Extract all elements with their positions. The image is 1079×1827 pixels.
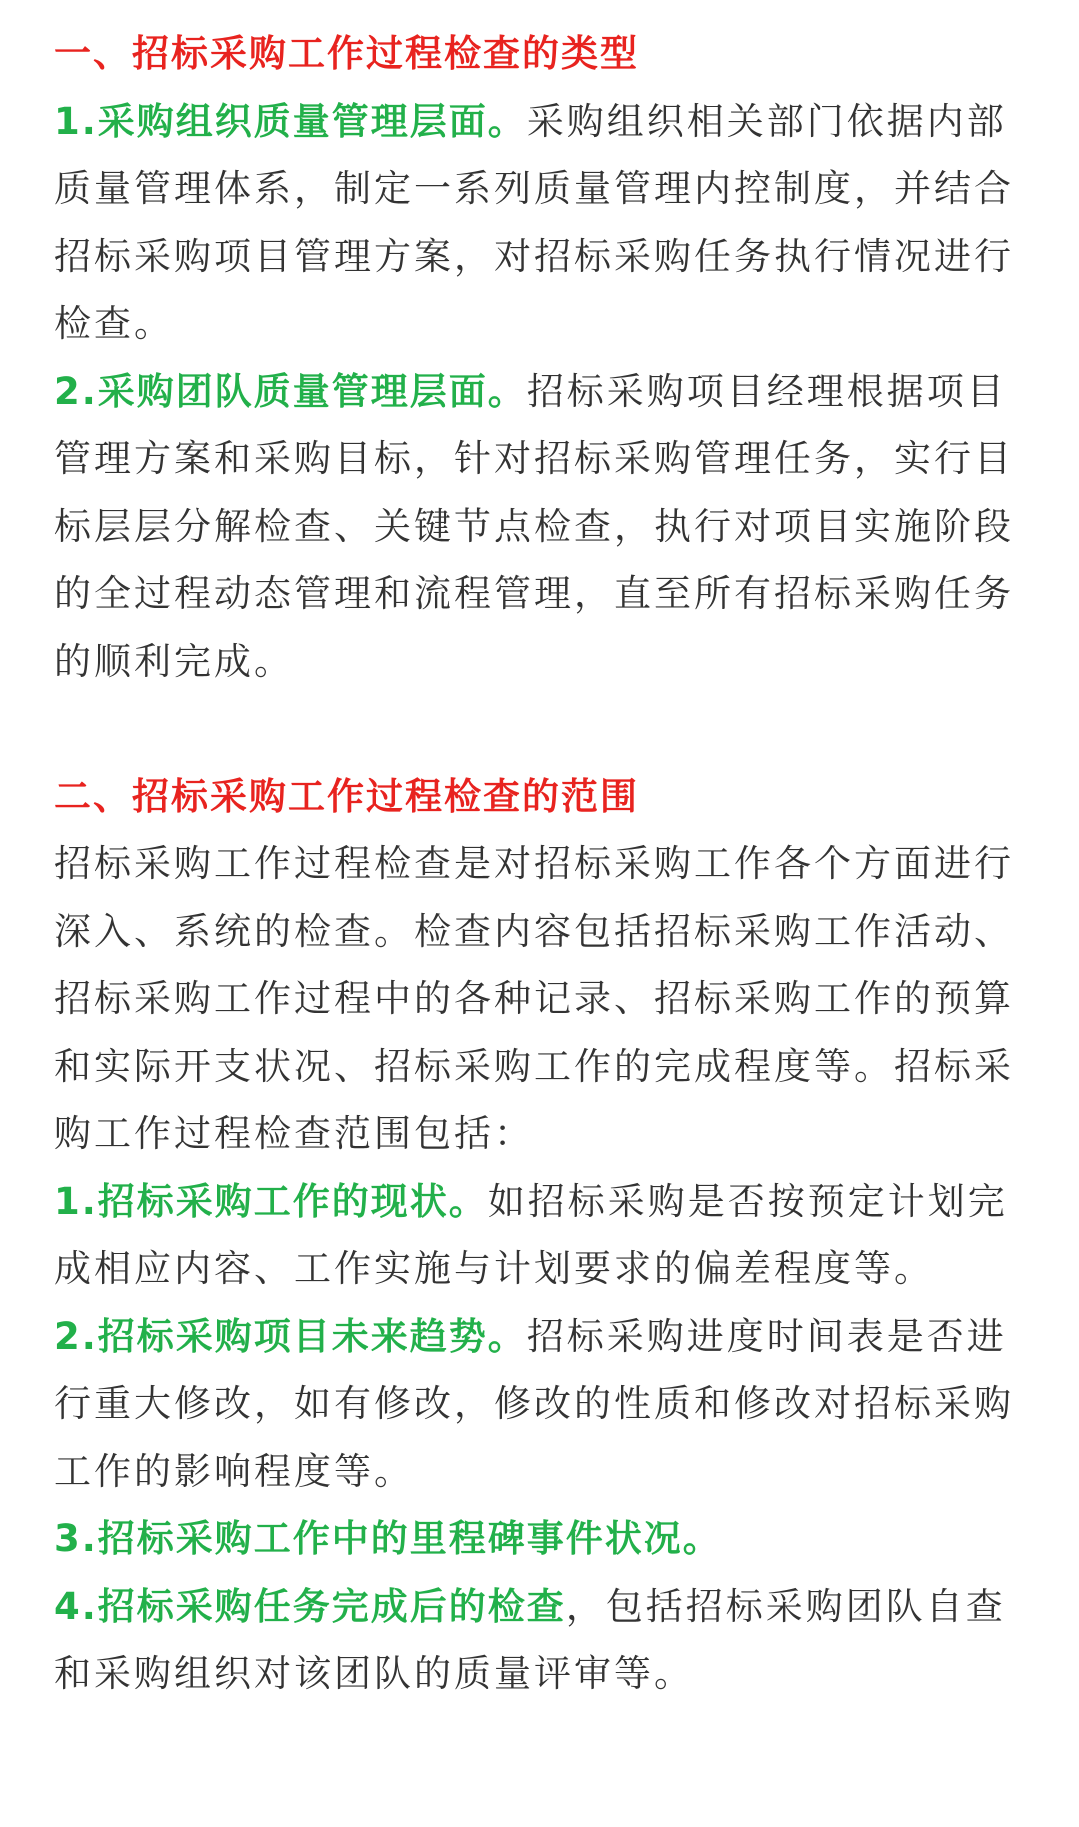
section2-item2-line1 [54,1303,1024,1371]
section2-heading: 二、招标采购工作过程检查的范围 [54,774,639,818]
section2-item4-line1 [54,1573,1024,1641]
section2-item1-lead: 1.招标采购工作的现状。 [54,1179,488,1223]
section1-item2-line3: 标层层分解检查、关键节点检查，执行对项目实施阶段 [54,504,1014,548]
section2-item2-text: 招标采购进度时间表是否进 [526,1314,1007,1358]
section1-item1-line2: 质量管理体系，制定一系列质量管理内控制度，并结合 [54,167,1014,210]
section1-item1-line3: 招标采购项目管理方案，对招标采购任务执行情况进行 [54,234,1014,278]
section1-item1-lead: 1.采购组织质量管理层面。 [54,99,527,143]
section2-item4-line2: 和采购组织对该团队的质量评审等。 [54,1652,694,1695]
section2-item1-line1 [54,1168,1024,1236]
section2-item1-line2: 成相应内容、工作实施与计划要求的偏差程度等。 [54,1247,934,1290]
section1-item2-lead: 2.采购团队质量管理层面。 [54,369,527,413]
section2-item1-text: 如招标采购是否按预定计划完 [487,1179,1008,1223]
section2-item4-text: ，包括招标采购团队自查 [565,1584,1006,1628]
section2-intro-line3: 招标采购工作过程中的各种记录、招标采购工作的预算 [54,977,1014,1020]
section2-intro-line4: 和实际开支状况、招标采购工作的完成程度等。招标采 [54,1044,1014,1088]
section2-item3-lead: 3.招标采购工作中的里程碑事件状况。 [54,1517,722,1560]
section1-item2-line5: 的顺利完成。 [54,639,294,683]
section2-intro-line5: 购工作过程检查范围包括： [54,1112,534,1155]
section1-heading: 一、招标采购工作过程检查的类型 [54,32,639,75]
article-body [54,20,1024,1708]
section1-item1-text: 采购组织相关部门依据内部 [526,99,1007,143]
section1-item2-line1 [54,358,1024,426]
section1-item1-line4: 检查。 [54,302,174,345]
section2-item2-line3: 工作的影响程度等。 [54,1449,414,1493]
section1-item2-line2: 管理方案和采购目标，针对招标采购管理任务，实行目 [54,437,1014,480]
section1-item2-text: 招标采购项目经理根据项目 [526,369,1007,413]
section2-item3-line1 [54,1505,1024,1573]
section2-intro-line1: 招标采购工作过程检查是对招标采购工作各个方面进行 [54,842,1014,885]
section1-item2-line4: 的全过程动态管理和流程管理，直至所有招标采购任务 [54,572,1014,615]
section-divider [54,695,1024,763]
section2-item4-lead: 4.招标采购任务完成后的检查 [54,1584,566,1628]
section2-item2-lead: 2.招标采购项目未来趋势。 [54,1314,527,1358]
section2-item2-line2: 行重大修改，如有修改，修改的性质和修改对招标采购 [54,1382,1014,1425]
section2-intro-line2: 深入、系统的检查。检查内容包括招标采购工作活动、 [54,909,1014,953]
section1-item1-line1 [54,88,1024,156]
